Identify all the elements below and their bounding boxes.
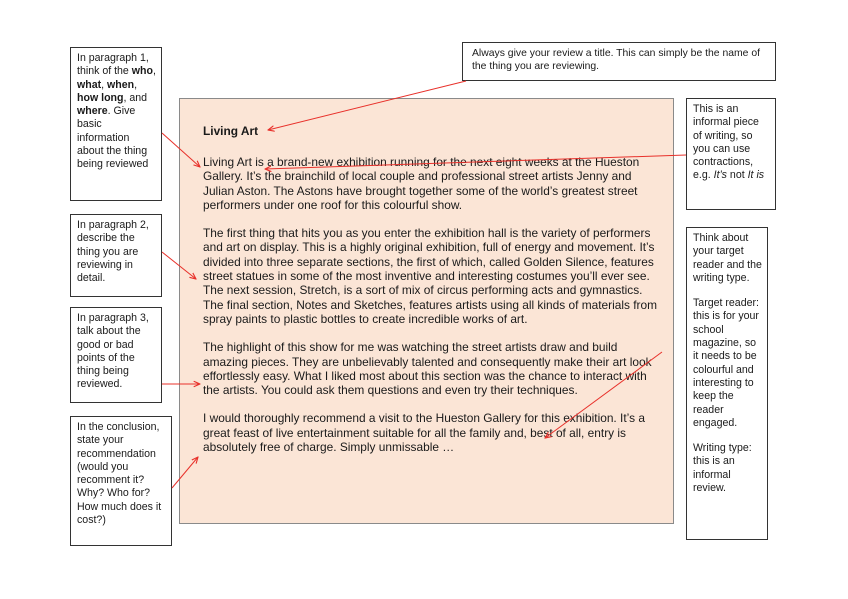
keyword-where: where	[77, 105, 108, 118]
keyword-who: who	[131, 65, 153, 78]
example-contraction: It’s	[713, 169, 727, 182]
note-target-think: Think about your target reader and the writing type.	[693, 232, 762, 284]
review-paragraph-1: Living Art is a brand-new exhibition running for the next eight weeks at the Hueston Gallery. It’s the brainchild of local couple and professional street artists Jenny and Julian Aston. The Astons have brought together some of the world’s greatest street performers under one roof for this colourful show.	[203, 155, 640, 212]
note-informal: This is an informal piece of writing, so you can use contractions, e.g. It’s not It is	[686, 98, 776, 210]
review-title: Living Art	[203, 124, 259, 138]
keyword-what: what	[77, 78, 102, 91]
review-box	[179, 98, 674, 524]
note-paragraph-2: In paragraph 2, describe the thing you are reviewing in detail.	[70, 214, 162, 297]
note-writing-type: Writing type: this is an informal review.	[693, 442, 752, 495]
note-conclusion: In the conclusion, state your recommendation (would you recomment it? Why? Who for? How much does it cost?)	[70, 416, 172, 546]
review-paragraph-2: The first thing that hits you as you enter the exhibition hall is the variety of performers and art on display. This is a highly original exhibition, full of energy and movement. It’s divided into three separate sections, the first of which, called Golden Silence, features street statues in some of the most inventive and interesting costumes you’ll ever see. The next session, Stretch, is a sort of mix of circus performing acts and gymnastics. The final section, Notes and Sketches, features artists using all kinds of materials from spray paints to plastic bottles to create incredible works of art.	[203, 226, 658, 326]
review-paragraph-4: I would thoroughly recommend a visit to the Hueston Gallery for this exhibition. It’s a great feast of live entertainment suitable for all the family and, best of all, entry is absolutely free of charge. Simply unmissable …	[203, 411, 645, 455]
review-paragraph-3: The highlight of this show for me was watching the street artists draw and build amazing pieces. They are unbelievably talented and consequently make their art look effortlessly easy. What I liked most about this section was the chance to interact with the artists. You could ask them questions and even try their techniques.	[203, 340, 652, 398]
keyword-when: when	[107, 78, 135, 91]
note-title-tip	[462, 42, 776, 81]
note-paragraph-3: In paragraph 3, talk about the good or bad points of the thing being reviewed.	[70, 307, 162, 403]
note-paragraph-1: In paragraph 1, think of the who, what, when, how long, and where. Give basic information about the thing being reviewed	[70, 47, 162, 201]
keyword-how-long: how long	[77, 91, 124, 104]
note-title-tip-text: Always give your review a title. This can simply be the name of the thing you are reviewing.	[472, 48, 760, 73]
note-target-reader	[686, 227, 768, 540]
example-full-form: It is	[747, 169, 765, 182]
note-target-reader-text: Target reader: this is for your school magazine, so it needs to be colourful and interesting to keep the reader engaged.	[693, 297, 759, 429]
